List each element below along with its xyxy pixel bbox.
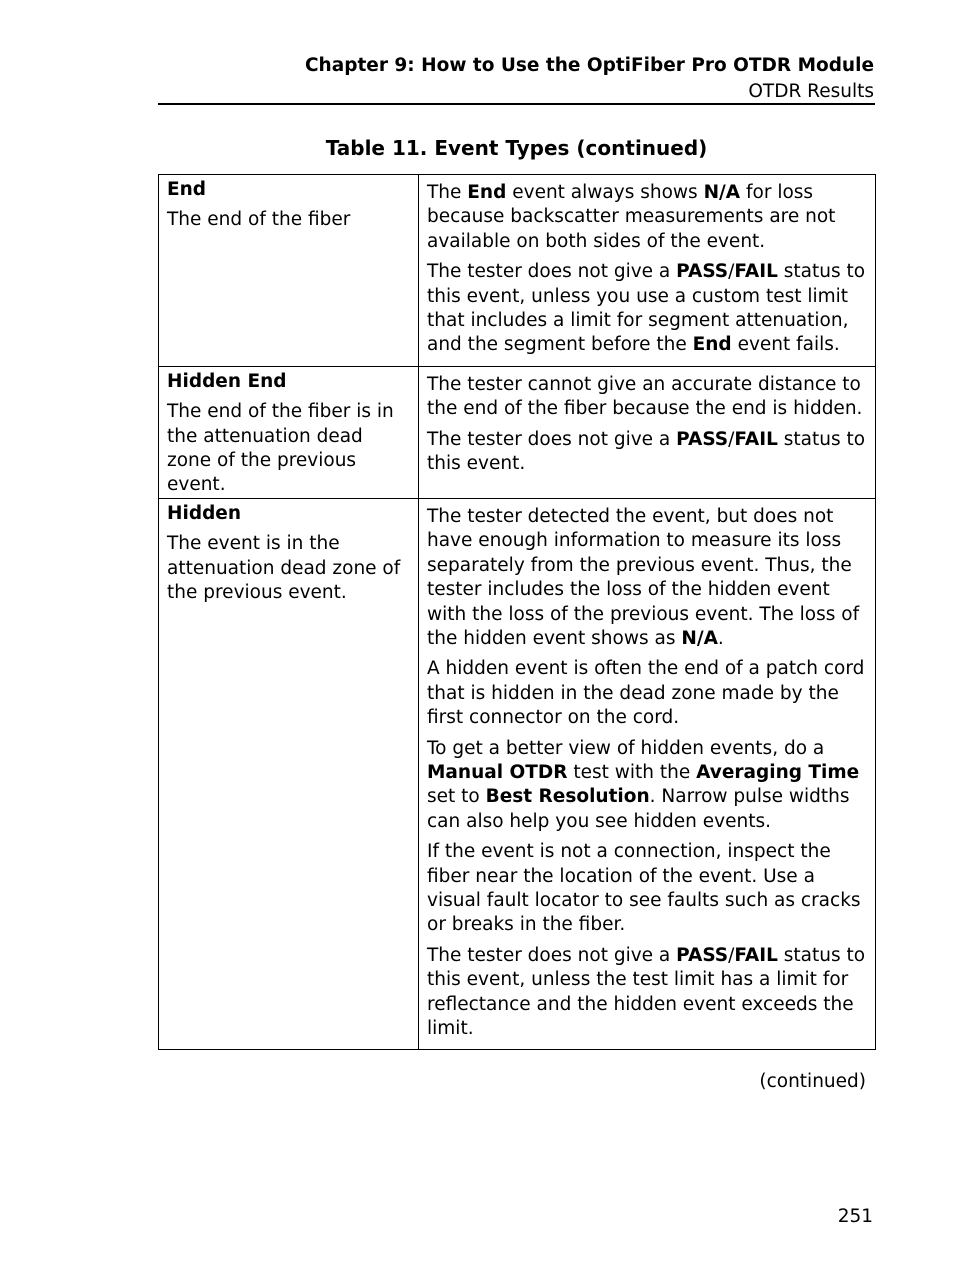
description-paragraph xyxy=(427,428,867,477)
text-run: status to this event, unless the test limit has a limit for reflectance and the hidden event exceeds the limit. xyxy=(427,944,866,1039)
text-run: event fails. xyxy=(731,334,840,356)
bold-term: End xyxy=(692,334,732,356)
bold-term: PASS xyxy=(676,261,729,283)
continued-label: (continued) xyxy=(759,1071,866,1092)
bold-term: N/A xyxy=(703,182,741,203)
description-paragraph xyxy=(427,657,867,730)
event-type-cell xyxy=(159,175,419,367)
event-type-definition: The end of the fiber is in the attenuation dead zone of the previous event. xyxy=(167,401,394,496)
text-run: test with the xyxy=(567,761,697,783)
bold-term: FAIL xyxy=(734,944,778,966)
chapter-title: Chapter 9: How to Use the OptiFiber Pro OTDR Module xyxy=(304,55,874,76)
bold-term: FAIL xyxy=(734,428,778,450)
bold-term: PASS xyxy=(676,428,729,450)
event-types-table xyxy=(158,174,876,1050)
description-paragraph xyxy=(427,944,867,1042)
text-run: status to this event. xyxy=(427,428,866,475)
event-description-cell xyxy=(419,366,876,498)
bold-term: Averaging Time xyxy=(696,761,860,783)
description-paragraph xyxy=(427,260,867,358)
description-paragraph xyxy=(427,181,867,254)
page-number: 251 xyxy=(837,1206,873,1227)
text-run: . Narrow pulse widths can also help you see hidden events. xyxy=(427,786,850,832)
text-run: The tester does not give a xyxy=(427,428,677,450)
text-run: To get a better view of hidden events, do a xyxy=(427,737,825,759)
text-run: / xyxy=(728,261,735,283)
bold-term: FAIL xyxy=(734,261,778,283)
table-row xyxy=(159,366,876,498)
bold-term: N/A xyxy=(681,627,718,649)
running-header xyxy=(305,53,874,105)
event-type-name: Hidden xyxy=(167,502,242,524)
text-run: A hidden event is often the end of a patch cord that is hidden in the dead zone made by the first connector on the cord. xyxy=(427,658,865,729)
event-type-name: Hidden End xyxy=(167,370,287,392)
text-run: / xyxy=(728,944,735,966)
text-run: set to xyxy=(427,786,486,808)
bold-term: End xyxy=(467,182,507,203)
text-run: The xyxy=(427,182,468,203)
event-type-name: End xyxy=(167,179,207,200)
description-paragraph xyxy=(427,505,867,651)
text-run: The tester detected the event, but does not have enough information to measure its loss separately from the previous event. Thus, the tester includes the loss of the hidden event with the loss of the previous event. The loss of the hidden event shows as xyxy=(427,505,860,649)
description-paragraph xyxy=(427,840,867,938)
event-type-definition: The end of the fiber xyxy=(167,209,351,231)
bold-term: Best Resolution xyxy=(485,786,650,808)
bold-term: PASS xyxy=(676,944,729,966)
text-run: . xyxy=(717,627,724,649)
event-description-cell xyxy=(419,175,876,367)
text-run: The tester does not give a xyxy=(427,261,677,283)
text-run: for loss because backscatter measurements are not available on both sides of the event. xyxy=(427,182,836,252)
event-type-cell xyxy=(159,366,419,498)
event-type-definition: The event is in the attenuation dead zone of the previous event. xyxy=(167,533,401,604)
event-type-cell xyxy=(159,498,419,1050)
text-run: The tester does not give a xyxy=(427,944,677,966)
table-row xyxy=(159,175,876,367)
header-rule xyxy=(158,103,875,105)
text-run: If the event is not a connection, inspect the fiber near the location of the event. Use a visual fault locator to see faults such as cracks or breaks in the fiber. xyxy=(427,841,861,936)
section-title: OTDR Results xyxy=(748,81,874,102)
description-paragraph xyxy=(427,373,867,422)
event-description-cell xyxy=(419,498,876,1050)
table-title: Table 11. Event Types (continued) xyxy=(325,136,708,160)
text-run: The tester cannot give an accurate distance to the end of the fiber because the end is hidden. xyxy=(427,373,863,420)
bold-term: Manual OTDR xyxy=(427,761,568,783)
description-paragraph xyxy=(427,737,867,835)
text-run: event always shows xyxy=(506,182,704,203)
table-row xyxy=(159,498,876,1050)
text-run: status to this event, unless you use a custom test limit that includes a limit for segment attenuation, and the segment before the xyxy=(427,261,866,356)
text-run: / xyxy=(728,428,735,450)
